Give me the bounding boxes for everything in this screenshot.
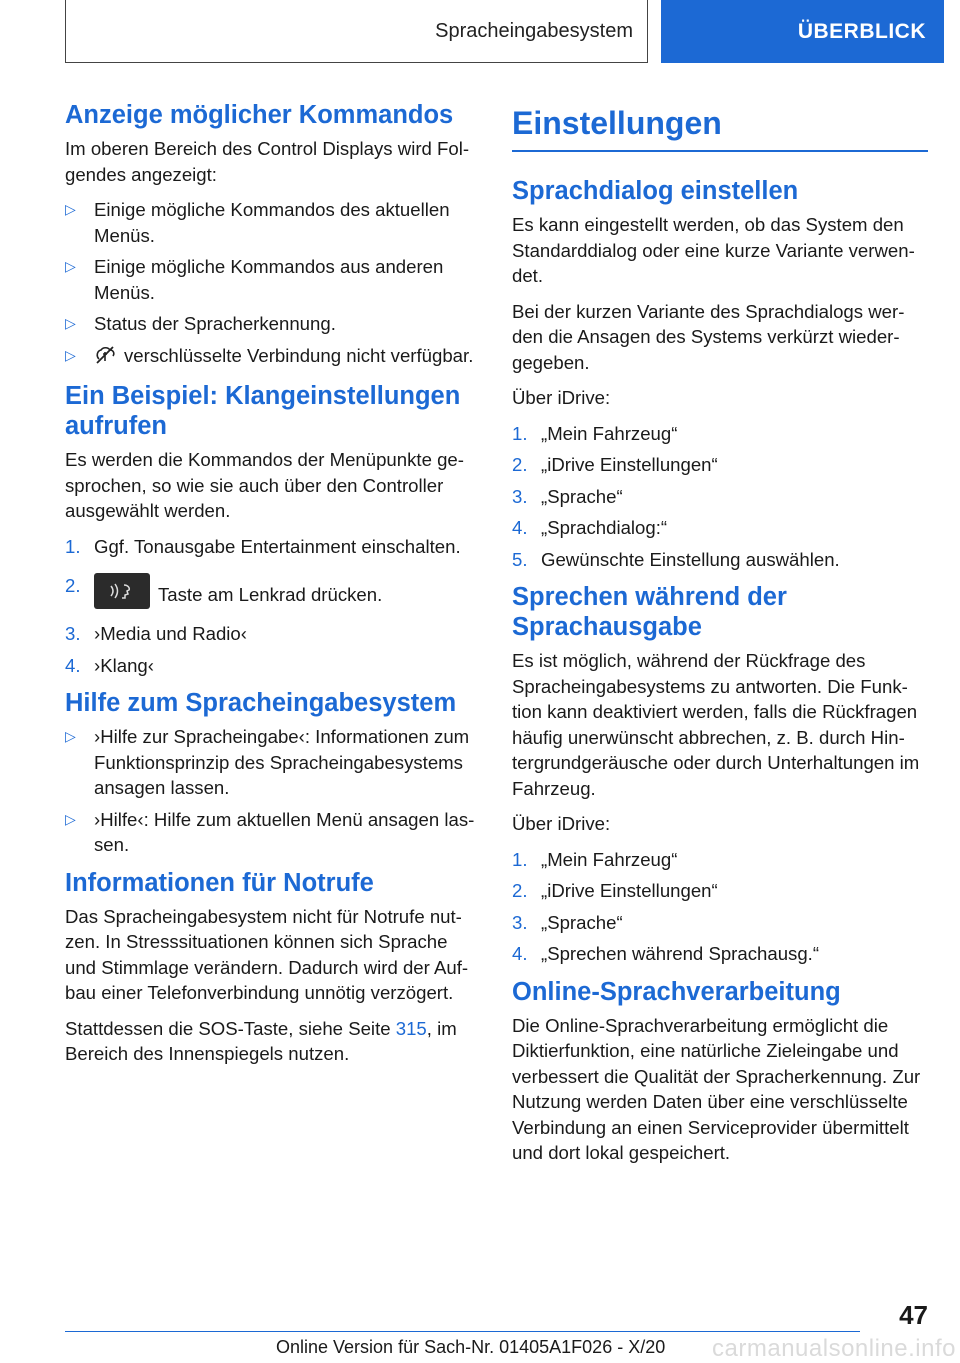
dialog-steps — [512, 421, 928, 573]
header-tab-uberblick[interactable] — [661, 0, 944, 63]
footer-divider — [65, 1331, 860, 1332]
header-tab-label: ÜBERBLICK — [797, 19, 926, 43]
emergency-paragraph-2: Stattdessen die SOS-Taste, siehe Seite 315, im Bereich des Innenspiegels nutzen. — [65, 1017, 457, 1064]
section-title-emergency: Informationen für Notrufe — [65, 868, 374, 897]
section-title-dialog: Sprachdialog einstellen — [512, 177, 799, 205]
page-reference-link[interactable]: 315 — [395, 1017, 427, 1039]
list-item: 1. „Mein Fahrzeug“ — [512, 422, 678, 444]
list-item: 4. ›Klang‹ — [65, 654, 154, 676]
triangle-right-icon: ▷ — [65, 315, 76, 331]
list-item: 2. Taste am Lenkrad drücken. — [65, 573, 480, 609]
section-title-example: Ein Beispiel: Klangeinstellungen aufrufen — [65, 382, 461, 440]
list-item: 3. ›Media und Radio‹ — [65, 623, 247, 644]
list-item: 4. „Sprechen während Sprachausg.“ — [512, 943, 820, 964]
commands-list — [65, 197, 480, 371]
barge-in-via: Über iDrive: — [512, 813, 611, 834]
list-item: 2. „iDrive Einstellungen“ — [512, 880, 718, 901]
list-item: 5. Gewünschte Einstellung auswählen. — [512, 548, 840, 570]
list-item: 1. Ggf. Tonausgabe Entertainment einschalten. — [65, 535, 461, 557]
list-item: ▷ ›Hilfe‹: Hilfe zum aktuellen Menü ansagen lassen. — [65, 808, 475, 855]
list-item: 3. „Sprache“ — [512, 485, 623, 507]
triangle-right-icon: ▷ — [65, 258, 76, 274]
section-title-online: Online-Sprachverarbeitung — [512, 977, 841, 1006]
triangle-right-icon: ▷ — [65, 201, 76, 217]
dialog-paragraph-2: Bei der kurzen Variante des Sprachdialogs werden die Ansagen des Systems verkürzt wiedergegeben. — [512, 300, 905, 373]
footer-online-version: Online Version für Sach-Nr. 01405A1F026 - X/20 — [276, 1337, 666, 1357]
section-title-barge-in: Sprechen während der Sprachausgabe — [512, 583, 787, 641]
list-item: ▷ verschlüsselte Verbindung nicht verfügbar. — [65, 343, 480, 372]
section-intro-example: Es werden die Kommandos der Menüpunkte gesprochen, so wie sie auch über den Controller ausgewählt werden. — [65, 449, 464, 521]
help-list — [65, 724, 480, 858]
steering-wheel-voice-button-icon — [94, 573, 150, 609]
header-section-title — [65, 0, 648, 63]
list-item: ▷ Einige mögliche Kommandos des aktuellen Menüs. — [65, 199, 450, 246]
page-number: 47 — [899, 1300, 928, 1330]
section-title-commands: Anzeige möglicher Kommandos — [65, 101, 454, 129]
watermark: carmanualsonline.info — [712, 1335, 956, 1362]
main-title-settings: Einstellungen — [512, 100, 928, 152]
list-item: ▷ ›Hilfe zur Spracheingabe‹: Informationen zum Funktionsprinzip des Spracheingabesystems ansagen lassen. — [65, 726, 470, 798]
header-section-title-text: Spracheingabesystem — [435, 19, 633, 42]
crossed-connection-icon — [94, 345, 116, 372]
left-column — [65, 100, 480, 1077]
example-steps — [65, 534, 480, 679]
triangle-right-icon: ▷ — [65, 810, 76, 827]
section-intro-commands: Im oberen Bereich des Control Displays wird Folgendes angezeigt: — [65, 138, 470, 185]
barge-in-paragraph: Es ist möglich, während der Rückfrage des Spracheingabesystems zu antworten. Die Funktion kann deaktiviert werden, falls die Rückfragen häufig unerwünscht abbrechen, z. B. durch Hintergrundgeräusche oder durch Unterhaltungen im Fahrzeug. — [512, 650, 920, 799]
list-item: ▷ Status der Spracherkennung. — [65, 311, 480, 337]
dialog-via: Über iDrive: — [512, 387, 611, 408]
dialog-paragraph-1: Es kann eingestellt werden, ob das System den Standarddialog oder eine kurze Variante verwendet. — [512, 214, 915, 286]
list-item: 1. „Mein Fahrzeug“ — [512, 848, 678, 870]
section-title-help: Hilfe zum Spracheingabesystem — [65, 689, 457, 717]
barge-in-steps — [512, 847, 928, 967]
emergency-paragraph-1: Das Spracheingabesystem nicht für Notrufe nutzen. In Stresssituationen können sich Sprache und Stimmlage verändern. Dadurch wird der Aufbau einer Telefonverbindung unnötig verzögert. — [65, 905, 469, 1003]
triangle-right-icon: ▷ — [65, 346, 76, 363]
list-item: ▷ Einige mögliche Kommandos aus anderen Menüs. — [65, 256, 444, 303]
right-column — [512, 100, 928, 1176]
online-paragraph: Die Online-Sprachverarbeitung ermöglicht die Diktierfunktion, eine natürliche Zieleingabe und verbessert die Qualität der Spracherkennung. Zur Nutzung werden Daten über eine verschlüsselte Verbindung an einen Serviceprovider übermittelt und dort lokal gespeichert. — [512, 1014, 921, 1163]
list-item: 3. „Sprache“ — [512, 911, 623, 933]
list-item: 4. „Sprachdialog:“ — [512, 517, 668, 538]
triangle-right-icon: ▷ — [65, 728, 76, 744]
list-item: 2. „iDrive Einstellungen“ — [512, 454, 718, 475]
